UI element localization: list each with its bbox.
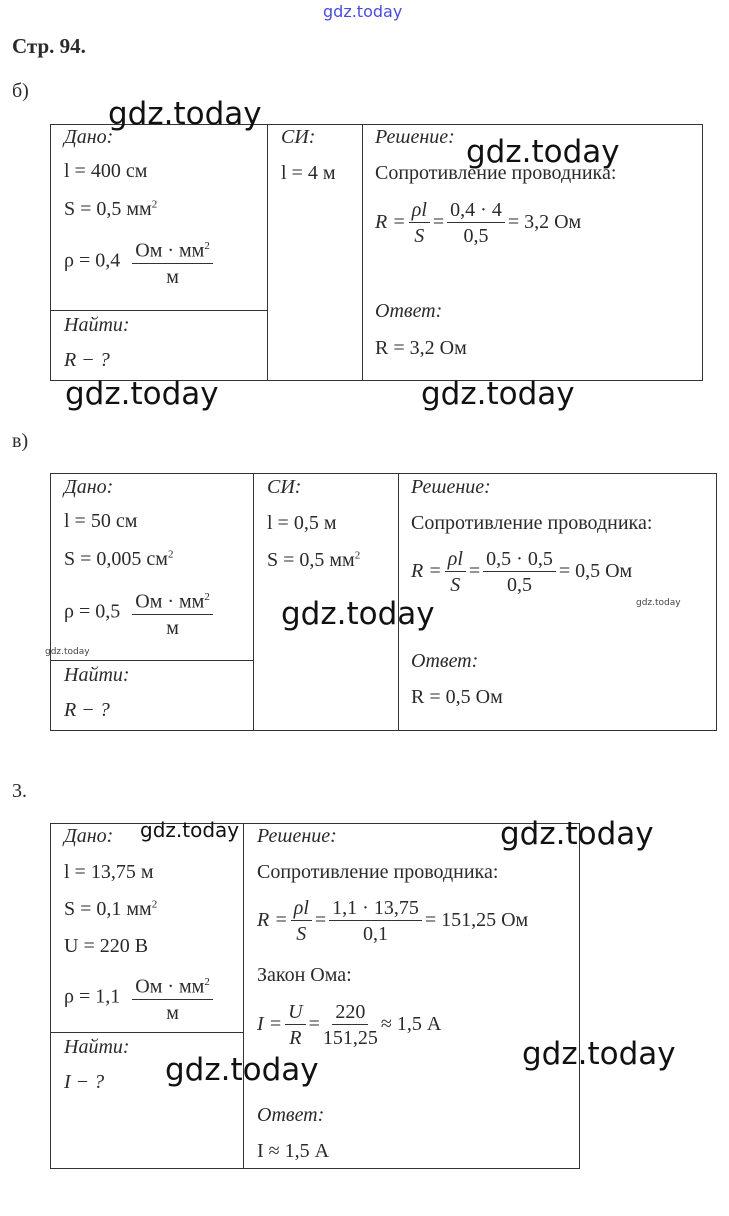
watermark: gdz.today [65,376,219,412]
given-heading: Дано: [64,476,114,498]
find-heading: Найти: [64,314,130,336]
find-value: R − ? [64,349,110,371]
watermark: gdz.today [500,816,654,852]
den: S [414,225,425,247]
given-value: S = 0,5 мм [64,198,152,220]
result: ≈ 1,5 А [380,1013,442,1036]
divider [50,660,253,661]
find-heading: Найти: [64,1036,130,1058]
find-value: I − ? [64,1071,105,1093]
solution-text: Сопротивление проводника: [411,512,653,534]
divider [50,1032,243,1033]
num: U [285,1000,305,1025]
watermark: gdz.today [636,598,681,608]
divider [362,124,363,381]
divider [267,124,268,381]
part-v-label: в) [12,430,29,452]
given-value: U = 220 В [64,935,149,957]
den: S [296,923,307,945]
answer-heading: Ответ: [257,1104,325,1126]
watermark: gdz.today [165,1052,319,1088]
den: 0,5 [506,574,532,596]
answer-heading: Ответ: [411,650,479,672]
solution-heading: Решение: [411,476,491,498]
given-value: ρ = 0,5 [64,600,121,623]
watermark: gdz.today [421,376,575,412]
unit-num: Ом · мм [135,975,205,998]
given-value: ρ = 1,1 [64,985,121,1008]
page-header: Стр. 94. [12,34,86,58]
den: 0,5 [463,225,489,247]
solution-heading: Решение: [257,825,337,847]
given-value: S = 0,005 см [64,548,168,570]
exponent: 2 [354,549,361,562]
exponent: 2 [151,898,158,911]
exponent: 2 [204,976,210,988]
answer-heading: Ответ: [375,300,443,322]
result: = 0,5 Ом [558,560,633,583]
answer-value: R = 3,2 Ом [375,337,467,359]
given-heading: Дано: [64,825,114,847]
watermark: gdz.today [522,1036,676,1072]
formula: R = [375,211,406,234]
den: S [450,574,461,596]
divider [253,473,254,731]
divider [243,823,244,1169]
num: 220 [332,1000,368,1025]
find-heading: Найти: [64,664,130,686]
watermark: gdz.today [140,818,240,842]
exponent: 2 [167,548,174,561]
den: 151,25 [322,1027,378,1049]
watermark: gdz.today [45,647,90,657]
page: gdz.today Стр. 94. б) Дано: l = 400 см S = 0,5 $мм^2$ ρ = 0,4 $\frac{Ом \cdot мм^2}{м}$ Найти: R − ? СИ: l = 4 м Решение: Сопротивление проводника: R = $\frac{\rho l}{S}$ = $\frac{0,4 \cdot 4}{0,5}$ = 3,2 Ом Ответ: R = 3,2 Ом в) Дано: l = 50 см S = 0,005 $см^2$ ρ = 0,5 $\frac{Ом \cdot мм^2}{м}$ Найти: R − ? СИ: l = 0,5 м S = 0,5 $мм^2$ Решение: Сопротивление проводника: R = $\frac{\rho l}{S}$ = $\frac{0,5 \cdot 0,5}{0,5}$ = 0,5 Ом Ответ: R = 0,5 Ом 3. Дано: l = 13,75 м S = 0,1 $мм^2$ U = 220 В ρ = 1,1 $\frac{Ом \cdot мм^2}{м}$ Найти: I − ? Решение: Сопротивление проводника: R = $\frac{\rho l}{S}$ = $\frac{1,1 \cdot 13,75}{0,1}$ = 151,25 Ом Закон Ома: I = $\frac{U}{R}$ = $\frac{220}{151,25}$ ≈ 1,5 А Ответ: I ≈ 1,5 А gdz.today gdz.today gdz.today gdz.today gdz.today gdz.today gdz.today gdz.today gdz.today gdz.today gdz.today [0,0,729,1216]
given-value: ρ = 0,4 [64,249,121,272]
unit-num: Ом · мм [135,239,205,262]
formula: I = [257,1013,283,1036]
formula: R = [257,909,288,932]
si-heading: СИ: [267,476,302,498]
solution-heading: Решение: [375,126,455,148]
num: ρl [409,198,430,223]
unit-den: м [166,265,179,288]
exponent: 2 [204,240,210,252]
given-value: l = 400 см [64,160,148,182]
site-logo[interactable]: gdz.today [323,2,403,21]
solution-text: Сопротивление проводника: [257,861,499,883]
si-heading: СИ: [281,126,316,148]
given-value: S = 0,1 мм [64,898,152,920]
formula: R = [411,560,442,583]
answer-value: R = 0,5 Ом [411,686,503,708]
num: ρl [445,547,466,572]
part-b-label: б) [12,80,29,102]
given-heading: Дано: [64,126,114,148]
ohm-law-heading: Закон Ома: [257,964,352,986]
si-value: S = 0,5 мм [267,549,355,571]
result: = 3,2 Ом [507,211,582,234]
unit-num: Ом · мм [135,590,205,613]
exponent: 2 [204,591,210,603]
si-value: l = 0,5 м [267,512,337,534]
num: ρl [291,896,312,921]
divider [50,310,267,311]
num: 0,5 · 0,5 [483,547,556,572]
watermark: gdz.today [466,134,620,170]
answer-value: I ≈ 1,5 А [257,1140,330,1162]
num: 0,4 · 4 [447,198,505,223]
den: 0,1 [362,923,388,945]
exponent: 2 [151,198,158,211]
given-value: l = 13,75 м [64,861,154,883]
unit-den: м [166,1001,179,1024]
si-value: l = 4 м [281,162,336,184]
num: 1,1 · 13,75 [329,896,422,921]
result: = 151,25 Ом [424,909,529,932]
den: R [289,1027,302,1049]
task-3-label: 3. [12,780,27,802]
unit-den: м [166,616,179,639]
given-value: l = 50 см [64,510,138,532]
watermark: gdz.today [108,96,262,132]
solution-text: Сопротивление проводника: [375,162,617,184]
watermark: gdz.today [281,596,435,632]
find-value: R − ? [64,699,110,721]
